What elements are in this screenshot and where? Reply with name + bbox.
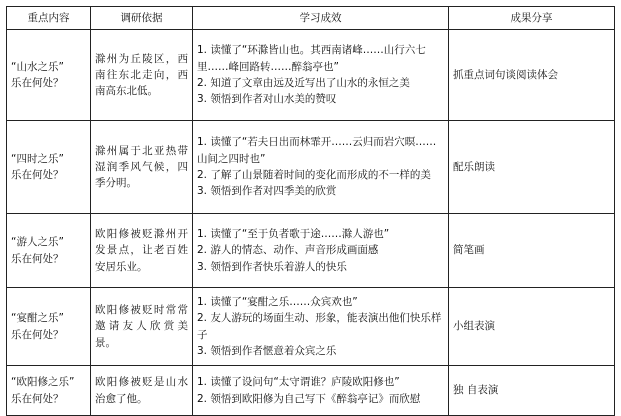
outcomes-cell: [193, 30, 449, 121]
focus-cell: [7, 121, 91, 214]
table-row: [7, 30, 615, 121]
table-row: [7, 366, 615, 416]
basis-cell: 欧阳修被贬滁州开发景点，让老百姓安居乐业。: [91, 214, 193, 288]
outcome-item: 3. 领悟到作者惬意着众宾之乐: [197, 344, 337, 357]
focus-title: “山水之乐”: [11, 60, 64, 73]
outcome-item: 2. 游人的情态、动作、声音形成画面感: [197, 244, 379, 257]
header-share: 成果分享: [449, 7, 615, 30]
focus-question: 乐在何处？: [11, 328, 64, 341]
focus-question: 乐在何处？: [11, 77, 64, 89]
outcome-item: 2. 了解了山景随着时间的变化而形成的不一样的美: [197, 169, 431, 181]
outcome-item: 3. 领悟到作者对四季美的欣赏: [197, 185, 337, 198]
table-header-row: [7, 7, 615, 30]
basis-cell: 欧阳修被贬是山水治愈了他。: [91, 366, 193, 416]
focus-question: 乐在何处？: [11, 169, 64, 181]
outcomes-cell: [193, 288, 449, 366]
table-row: [7, 121, 615, 214]
table-row: [7, 288, 615, 366]
outcome-item: 3. 领悟到作者快乐着游人的快乐: [197, 260, 347, 273]
focus-title: “四时之乐”: [11, 152, 64, 165]
basis-cell: 滁州属于北亚热带湿润季风气候，四季分明。: [91, 121, 193, 214]
focus-cell: [7, 30, 91, 121]
outcome-item: 1. 读懂了“至于负者歌于途……滁人游也”: [197, 228, 390, 241]
focus-title: “游人之乐”: [11, 236, 64, 249]
outcome-item: 2. 领悟到欧阳修为自己写下《醉翁亭记》而欣慰: [197, 392, 421, 405]
share-cell: 小组表演: [449, 288, 615, 366]
outcome-item: 1. 读懂了设问句“太守谓谁？庐陵欧阳修也”: [197, 376, 400, 389]
focus-question: 乐在何处？: [11, 252, 64, 265]
basis-cell: 欧阳修被贬时常常邀请友人欣赏美景。: [91, 288, 193, 366]
share-cell: 简笔画: [449, 214, 615, 288]
outcomes-cell: [193, 366, 449, 416]
outcome-item: 1. 读懂了“宴酣之乐……众宾欢也”: [197, 295, 358, 308]
focus-cell: [7, 288, 91, 366]
outcome-item: 3. 领悟到作者对山水美的赞叹: [197, 93, 337, 106]
focus-title: “宴酣之乐”: [11, 312, 64, 325]
focus-cell: [7, 214, 91, 288]
outcomes-cell: [193, 121, 449, 214]
header-basis: 调研依据: [91, 7, 193, 30]
focus-cell: [7, 366, 91, 416]
header-focus: 重点内容: [7, 7, 91, 30]
outcomes-cell: [193, 214, 449, 288]
outcome-item: 2. 知道了文章由远及近写出了山水的永恒之美: [197, 77, 410, 89]
share-cell: 独 自表演: [449, 366, 615, 416]
focus-question: 乐在何处？: [11, 392, 64, 405]
focus-title: “欧阳修之乐”: [11, 376, 75, 389]
outcome-item: 1. 读懂了“若夫日出而林霏开……云归而岩穴暝……山间之四时也”: [197, 136, 437, 165]
share-cell: 抓重点词句谈阅读体会: [449, 30, 615, 121]
study-table: [6, 6, 615, 416]
table-row: [7, 214, 615, 288]
outcome-item: 2. 友人游玩的场面生动、形象，能表演出他们快乐样子: [197, 312, 442, 341]
basis-cell: 滁州为丘陵区，西南往东北走向，西南高东北低。: [91, 30, 193, 121]
outcome-item: 1. 读懂了“环滁皆山也。其西南诸峰……山行六七里……峰回路转……醉翁亭也”: [197, 44, 426, 73]
header-outcomes: 学习成效: [193, 7, 449, 30]
share-cell: 配乐朗读: [449, 121, 615, 214]
